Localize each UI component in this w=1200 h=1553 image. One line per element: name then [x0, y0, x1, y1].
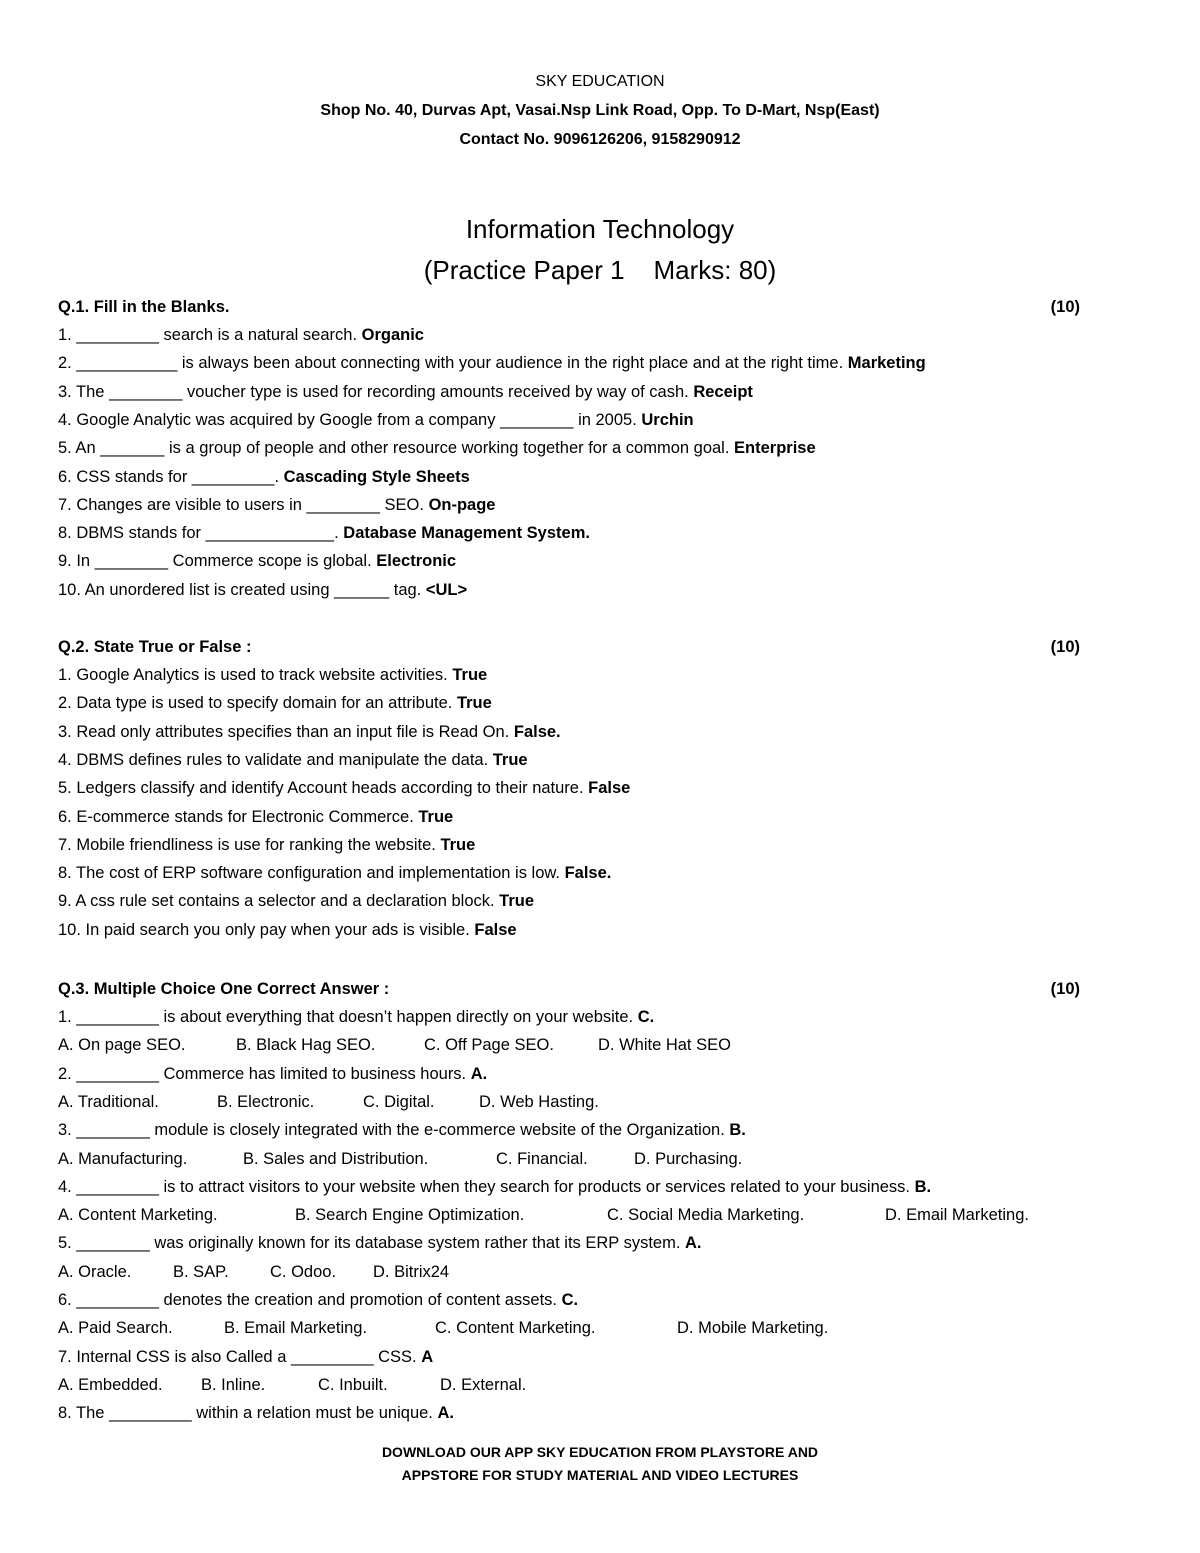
question-text: 6. _________ denotes the creation and promotion of content assets.: [58, 1291, 562, 1309]
question-line: [58, 1291, 578, 1310]
answer-text: Receipt: [693, 382, 753, 401]
option-c: C. Content Marketing.: [435, 1319, 596, 1338]
answer-text: C.: [561, 1291, 579, 1309]
answer-text: Marketing: [847, 354, 926, 373]
question-line: [58, 808, 453, 827]
question-text: 1. _________ search is a natural search.: [58, 326, 362, 344]
footer-line-2: APPSTORE FOR STUDY MATERIAL AND VIDEO LECTURES: [401, 1467, 799, 1483]
question-line: [58, 1348, 433, 1367]
option-c: C. Inbuilt.: [318, 1375, 388, 1394]
question-text: 4. _________ is to attract visitors to your website when they search for products or services related to your business.: [58, 1177, 915, 1196]
question-text: 5. ________ was originally known for its database system rather that its ERP system.: [58, 1234, 685, 1253]
answer-text: Cascading Style Sheets: [283, 467, 470, 486]
q2-marks: (10): [1050, 638, 1080, 656]
question-text: 9. A css rule set contains a selector and a declaration block.: [58, 892, 500, 911]
question-text: 7. Mobile friendliness is use for ranking the website.: [58, 835, 441, 854]
q3-heading: Q.3. Multiple Choice One Correct Answer :: [58, 980, 390, 998]
q1-heading-row: [58, 298, 1080, 317]
question-line: [58, 1234, 702, 1253]
question-line: [58, 496, 495, 515]
option-b: B. SAP.: [173, 1262, 229, 1281]
question-text: 7. Changes are visible to users in ________ SEO.: [58, 495, 429, 514]
q1-heading: Q.1. Fill in the Blanks.: [58, 298, 230, 316]
option-b: B. Sales and Distribution.: [243, 1149, 429, 1168]
answer-text: B.: [729, 1121, 746, 1140]
answer-text: True: [418, 807, 454, 826]
option-a: A. Content Marketing.: [58, 1206, 218, 1225]
option-a: A. Paid Search.: [58, 1319, 173, 1338]
question-line: [58, 354, 926, 373]
question-text: 5. Ledgers classify and identify Account heads according to their nature.: [58, 779, 589, 798]
question-line: [58, 581, 467, 600]
option-d: D. External.: [440, 1375, 527, 1394]
answer-text: False: [588, 779, 631, 798]
paper-subject-title: Information Technology: [465, 214, 735, 244]
institute-address: Shop No. 40, Durvas Apt, Vasai.Nsp Link Road, Opp. To D-Mart, Nsp(East): [320, 102, 880, 119]
paper-subtitle: (Practice Paper 1 Marks: 80): [423, 255, 777, 285]
option-a: A. On page SEO.: [58, 1036, 186, 1055]
answer-text: <UL>: [425, 580, 468, 599]
option-d: D. Bitrix24: [373, 1262, 450, 1281]
option-c: C. Social Media Marketing.: [607, 1206, 805, 1225]
question-text: 10. In paid search you only pay when your ads is visible.: [58, 920, 475, 939]
option-a: A. Traditional.: [58, 1092, 159, 1111]
question-text: 3. The ________ voucher type is used for recording amounts received by way of cash.: [58, 382, 694, 401]
answer-text: B.: [914, 1177, 932, 1196]
answer-text: Enterprise: [734, 439, 816, 458]
option-b: B. Email Marketing.: [224, 1319, 368, 1338]
question-text: 8. The cost of ERP software configuration and implementation is low.: [58, 864, 565, 883]
app-download-footer: [0, 1441, 1200, 1487]
answer-text: True: [499, 892, 535, 911]
answer-text: A.: [437, 1404, 454, 1423]
question-text: 9. In ________ Commerce scope is global.: [58, 552, 377, 571]
answer-text: True: [452, 666, 488, 684]
q2-heading-row: [58, 638, 1080, 657]
option-b: B. Inline.: [201, 1375, 266, 1394]
answer-text: False: [474, 920, 517, 939]
q2-heading: Q.2. State True or False :: [58, 638, 252, 656]
question-text: 2. ___________ is always been about connecting with your audience in the right place and at the right time.: [58, 354, 848, 373]
question-line: [58, 1404, 454, 1423]
answer-text: False.: [513, 722, 561, 741]
question-text: 4. Google Analytic was acquired by Google from a company ________ in 2005.: [58, 410, 642, 429]
option-c: C. Off Page SEO.: [424, 1036, 554, 1055]
question-line: [58, 1065, 487, 1084]
question-line: [58, 524, 590, 543]
q3-heading-row: [58, 980, 1080, 999]
option-d: D. Web Hasting.: [479, 1092, 599, 1111]
option-d: D. Email Marketing.: [885, 1206, 1029, 1225]
question-text: 3. Read only attributes specifies than an input file is Read On.: [58, 722, 514, 741]
option-a: A. Embedded.: [58, 1375, 163, 1394]
question-text: 2. _________ Commerce has limited to business hours.: [58, 1064, 471, 1083]
question-line: [58, 439, 816, 458]
question-text: 2. Data type is used to specify domain for an attribute.: [58, 694, 457, 713]
question-line: [58, 326, 424, 345]
answer-text: False.: [564, 864, 612, 883]
answer-text: A.: [685, 1234, 702, 1253]
question-line: [58, 666, 487, 685]
question-line: [58, 411, 694, 430]
question-text: 3. ________ module is closely integrated with the e-commerce website of the Organization.: [58, 1121, 730, 1140]
question-text: 7. Internal CSS is also Called a _________ CSS.: [58, 1347, 422, 1366]
question-text: 8. DBMS stands for ______________.: [58, 524, 344, 543]
option-c: C. Financial.: [496, 1149, 588, 1168]
question-line: [58, 383, 753, 402]
question-text: 6. CSS stands for _________.: [58, 467, 284, 486]
option-d: D. Purchasing.: [634, 1149, 743, 1168]
q3-marks: (10): [1050, 980, 1080, 998]
question-line: [58, 694, 492, 713]
answer-text: A: [421, 1347, 434, 1366]
question-line: [58, 751, 528, 770]
question-text: 1. _________ is about everything that doesn’t happen directly on your website.: [58, 1008, 638, 1026]
question-text: 10. An unordered list is created using ______ tag.: [58, 580, 426, 599]
answer-text: True: [456, 694, 492, 713]
question-line: [58, 1008, 654, 1027]
answer-text: A.: [470, 1064, 488, 1083]
option-d: D. Mobile Marketing.: [677, 1319, 829, 1338]
institute-name: SKY EDUCATION: [535, 73, 665, 90]
question-text: 4. DBMS defines rules to validate and manipulate the data.: [58, 750, 493, 769]
option-b: B. Search Engine Optimization.: [295, 1206, 525, 1225]
question-line: [58, 1121, 746, 1140]
footer-line-1: DOWNLOAD OUR APP SKY EDUCATION FROM PLAYSTORE AND: [381, 1444, 819, 1460]
option-d: D. White Hat SEO: [598, 1036, 731, 1055]
question-line: [58, 552, 456, 571]
option-c: C. Digital.: [363, 1092, 435, 1111]
answer-text: True: [492, 750, 528, 769]
question-line: [58, 864, 611, 883]
question-text: 5. An _______ is a group of people and other resource working together for a common goal.: [58, 439, 735, 458]
question-line: [58, 468, 470, 487]
answer-text: Database Management System.: [343, 524, 590, 543]
option-b: B. Electronic.: [217, 1092, 315, 1111]
answer-text: C.: [637, 1008, 655, 1026]
question-line: [58, 723, 561, 742]
question-text: 6. E-commerce stands for Electronic Commerce.: [58, 807, 419, 826]
question-text: 8. The _________ within a relation must be unique.: [58, 1404, 438, 1423]
question-line: [58, 779, 630, 798]
answer-text: Urchin: [641, 410, 694, 429]
question-line: [58, 1178, 931, 1197]
question-line: [58, 892, 534, 911]
institute-contact: Contact No. 9096126206, 9158290912: [459, 131, 741, 148]
answer-text: On-page: [428, 495, 496, 514]
option-a: A. Manufacturing.: [58, 1149, 188, 1168]
question-line: [58, 921, 517, 940]
option-a: A. Oracle.: [58, 1262, 132, 1281]
option-c: C. Odoo.: [270, 1262, 337, 1281]
question-text: 1. Google Analytics is used to track website activities.: [58, 666, 453, 684]
option-b: B. Black Hag SEO.: [236, 1036, 376, 1055]
answer-text: Electronic: [376, 552, 457, 571]
q1-marks: (10): [1050, 298, 1080, 316]
answer-text: True: [440, 835, 476, 854]
answer-text: Organic: [361, 326, 424, 344]
question-line: [58, 836, 475, 855]
